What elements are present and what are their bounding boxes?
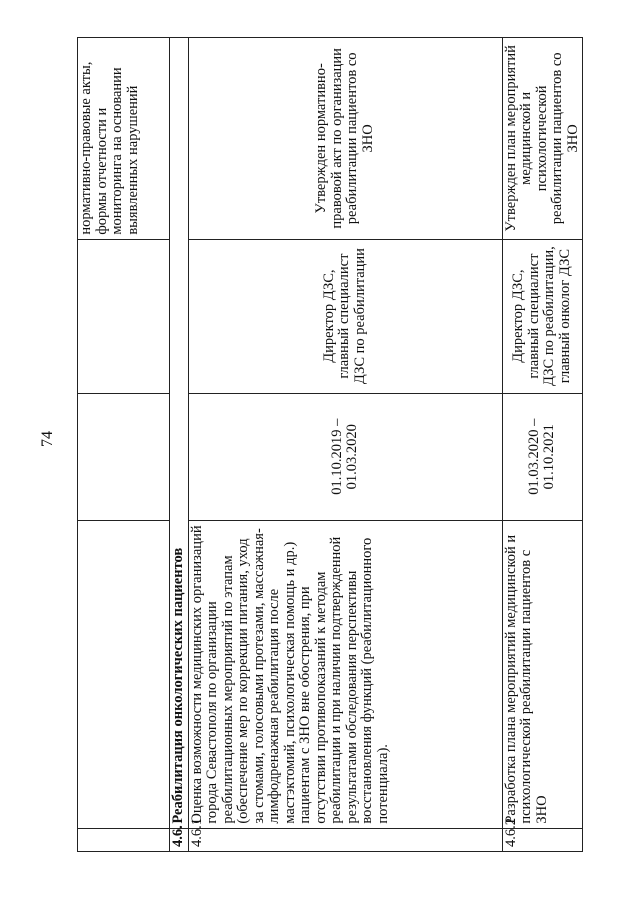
cell-dates: [78, 393, 170, 520]
cell-result: Утвержден план мероприятий медицинской и психологической реабилитации пациентов со ЗНО: [502, 38, 583, 240]
page-number: 74: [39, 431, 56, 447]
table-row: [502, 38, 583, 852]
cell-number: [78, 828, 170, 851]
cell-number: 4.6.1: [188, 828, 502, 851]
rotated-table-container: [77, 37, 581, 852]
cell-responsible: Директор ДЗС, главный специалист ДЗС по реабилитации: [188, 239, 502, 393]
table-row: [188, 38, 502, 852]
cell-dates: 01.03.2020 – 01.10.2021: [502, 393, 583, 520]
cell-number: 4.6.2: [502, 828, 583, 851]
cell-activity: Разработка плана мероприятий медицинской и психологической реабилитации пациентов с ЗНО: [502, 520, 583, 828]
cell-dates: 01.10.2019 – 01.03.2020: [188, 393, 502, 520]
cell-responsible: [78, 239, 170, 393]
cell-result: Утвержден нормативно-правовой акт по организации реабилитации пациентов со ЗНО: [188, 38, 502, 240]
section-title: Реабилитация онкологических пациентов: [170, 38, 189, 829]
section-header-row: [170, 38, 189, 852]
cell-activity: Оценка возможности медицинских организаций города Севастополя по организации реабилитационных мероприятий по этапам (обеспечение мер по коррекции питания, уход за стомами, голосовыми протезами, массажная-лимфодренажная реабилитация после мастэктомий, психологическая помощь и др.) пациентам с ЗНО вне обострения, при отсутствии противопоказаний к методам реабилитации и при наличии подтвержденной результатами обследования перспективы восстановления функций (реабилитационного потенциала).: [188, 520, 502, 828]
cell-responsible: Директор ДЗС, главный специалист ДЗС по реабилитации, главный онколог ДЗС: [502, 239, 583, 393]
section-number: 4.6.: [170, 828, 189, 851]
cell-activity: [78, 520, 170, 828]
cell-result: нормативно-правовые акты, формы отчетности и мониторинга на основании выявленных нарушений: [78, 38, 170, 240]
table-row: [78, 38, 170, 852]
plan-table: [77, 37, 583, 852]
